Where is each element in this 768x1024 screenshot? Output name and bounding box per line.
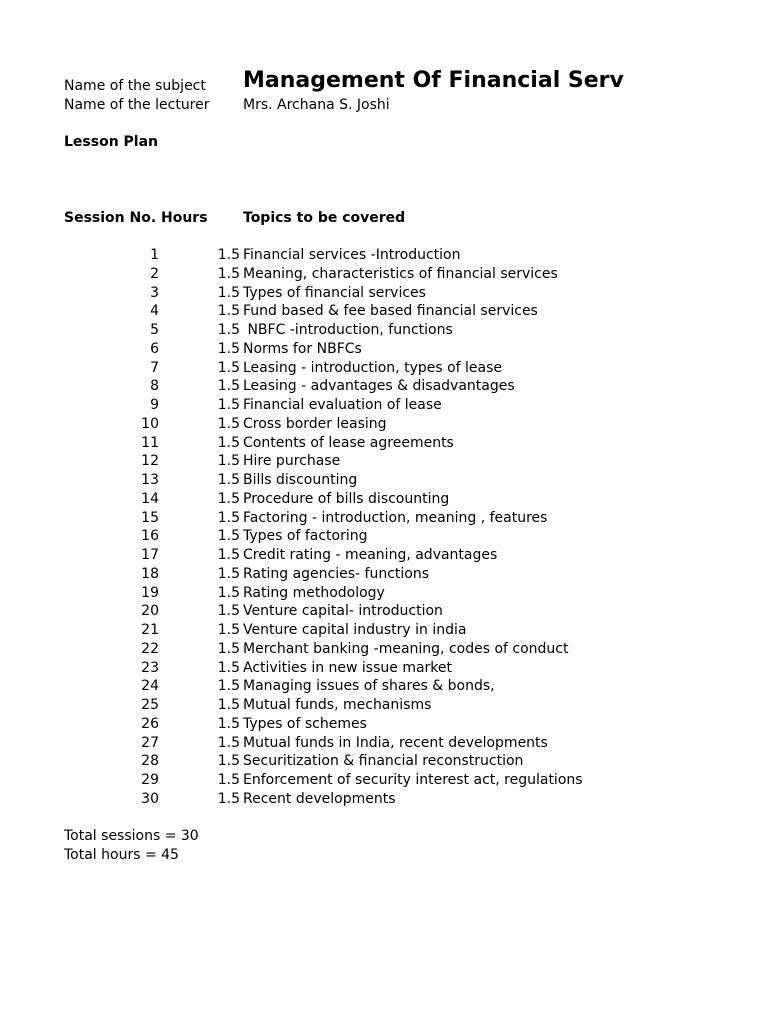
session-hours: 1.5: [217, 565, 240, 582]
session-hours: 1.5: [217, 415, 240, 432]
session-topic: Procedure of bills discounting: [243, 490, 450, 507]
session-number: 4: [150, 303, 159, 320]
session-topic: Mutual funds, mechanisms: [243, 697, 432, 713]
session-topic: Types of financial services: [243, 284, 426, 301]
session-number: 30: [141, 790, 159, 807]
session-hours: 1.5: [217, 397, 240, 413]
table-row: [0, 302, 768, 321]
session-hours: 1.5: [217, 453, 240, 470]
session-topic: Recent developments: [243, 790, 396, 807]
lecturer-label: Name of the lecturer: [64, 97, 210, 113]
session-topic: Mutual funds in India, recent developments: [243, 734, 548, 751]
hours-column-header: Hours: [161, 210, 208, 226]
table-row: [0, 584, 768, 603]
session-number: 25: [141, 697, 159, 713]
topics-column-header: Topics to be covered: [243, 210, 406, 226]
session-number: 22: [141, 640, 159, 657]
session-hours: 1.5: [217, 678, 240, 695]
session-topic: Leasing - introduction, types of lease: [243, 359, 503, 376]
session-column-header: Session No.: [64, 210, 157, 226]
session-topic: Financial services -Introduction: [243, 247, 461, 263]
session-topic: Types of schemes: [243, 715, 367, 732]
total-hours: Total hours = 45: [64, 847, 179, 863]
table-row: [0, 621, 768, 640]
session-hours: 1.5: [217, 603, 240, 620]
session-topic: Managing issues of shares & bonds,: [243, 678, 495, 695]
session-number: 20: [141, 603, 159, 620]
table-row: [0, 396, 768, 415]
session-hours: 1.5: [217, 509, 240, 526]
table-row: [0, 509, 768, 528]
lesson-plan-heading: Lesson Plan: [64, 134, 159, 150]
session-topic: Hire purchase: [243, 453, 341, 470]
session-number: 13: [141, 472, 159, 488]
table-row: [0, 565, 768, 584]
session-topic: Bills discounting: [243, 472, 358, 488]
session-number: 7: [150, 359, 159, 376]
session-hours: 1.5: [217, 265, 240, 282]
table-row: [0, 771, 768, 790]
table-row: [0, 490, 768, 509]
session-number: 14: [141, 490, 159, 507]
table-row: [0, 452, 768, 471]
session-number: 16: [141, 528, 159, 545]
session-number: 12: [141, 453, 159, 470]
session-number: 3: [150, 284, 159, 301]
session-topic: Rating agencies- functions: [243, 565, 430, 582]
session-number: 23: [141, 659, 159, 676]
session-hours: 1.5: [217, 359, 240, 376]
table-row: [0, 359, 768, 378]
session-number: 10: [141, 415, 159, 432]
session-topic: Securitization & financial reconstruction: [243, 753, 524, 770]
table-row: [0, 471, 768, 490]
table-row: [0, 415, 768, 434]
session-number: 18: [141, 565, 159, 582]
session-number: 27: [141, 734, 159, 751]
session-hours: 1.5: [217, 434, 240, 451]
session-topic: Merchant banking -meaning, codes of conduct: [243, 640, 569, 657]
total-sessions: Total sessions = 30: [64, 828, 199, 844]
session-number: 17: [141, 547, 159, 563]
subject-title: Management Of Financial Serv: [243, 68, 624, 93]
table-row: [0, 659, 768, 678]
session-topic: Norms for NBFCs: [243, 340, 362, 357]
session-hours: 1.5: [217, 715, 240, 732]
session-number: 5: [150, 322, 159, 338]
session-number: 26: [141, 715, 159, 732]
session-topic: Meaning, characteristics of financial services: [243, 265, 558, 282]
session-topic: Factoring - introduction, meaning , features: [243, 509, 548, 526]
session-hours: 1.5: [217, 472, 240, 488]
table-row: [0, 696, 768, 715]
session-hours: 1.5: [217, 622, 240, 638]
session-number: 15: [141, 509, 159, 526]
session-topic: Contents of lease agreements: [243, 434, 454, 451]
session-hours: 1.5: [217, 790, 240, 807]
session-hours: 1.5: [217, 303, 240, 320]
session-number: 6: [150, 340, 159, 357]
session-topic: NBFC -introduction, functions: [243, 322, 453, 338]
session-number: 24: [141, 678, 159, 695]
lesson-plan-table: [0, 246, 768, 809]
session-number: 11: [141, 434, 159, 451]
session-topic: Financial evaluation of lease: [243, 397, 442, 413]
session-hours: 1.5: [217, 584, 240, 601]
table-row: [0, 602, 768, 621]
session-hours: 1.5: [217, 659, 240, 676]
session-hours: 1.5: [217, 284, 240, 301]
session-topic: Fund based & fee based financial services: [243, 303, 538, 320]
session-number: 19: [141, 584, 159, 601]
table-row: [0, 246, 768, 265]
session-topic: Cross border leasing: [243, 415, 387, 432]
session-number: 29: [141, 772, 159, 788]
table-row: [0, 752, 768, 771]
session-hours: 1.5: [217, 734, 240, 751]
session-topic: Venture capital industry in india: [243, 622, 467, 638]
session-number: 2: [150, 265, 159, 282]
session-hours: 1.5: [217, 528, 240, 545]
table-row: [0, 434, 768, 453]
session-number: 28: [141, 753, 159, 770]
session-hours: 1.5: [217, 753, 240, 770]
session-number: 21: [141, 622, 159, 638]
session-hours: 1.5: [217, 340, 240, 357]
session-topic: Activities in new issue market: [243, 659, 453, 676]
session-number: 1: [150, 247, 159, 263]
table-row: [0, 377, 768, 396]
session-hours: 1.5: [217, 640, 240, 657]
session-hours: 1.5: [217, 772, 240, 788]
table-row: [0, 715, 768, 734]
session-hours: 1.5: [217, 322, 240, 338]
session-hours: 1.5: [217, 490, 240, 507]
subject-label: Name of the subject: [64, 78, 206, 94]
session-hours: 1.5: [217, 547, 240, 563]
session-topic: Leasing - advantages & disadvantages: [243, 378, 515, 395]
table-row: [0, 527, 768, 546]
session-hours: 1.5: [217, 247, 240, 263]
session-hours: 1.5: [217, 697, 240, 713]
session-number: 8: [150, 378, 159, 395]
session-hours: 1.5: [217, 378, 240, 395]
session-topic: Rating methodology: [243, 584, 385, 601]
session-topic: Credit rating - meaning, advantages: [243, 547, 498, 563]
session-topic: Venture capital- introduction: [243, 603, 443, 620]
lecturer-name: Mrs. Archana S. Joshi: [243, 97, 390, 113]
table-row: [0, 546, 768, 565]
table-row: [0, 640, 768, 659]
table-row: [0, 340, 768, 359]
table-row: [0, 284, 768, 303]
session-topic: Types of factoring: [243, 528, 368, 545]
table-row: [0, 265, 768, 284]
session-number: 9: [150, 397, 159, 413]
table-row: [0, 321, 768, 340]
table-row: [0, 790, 768, 809]
table-row: [0, 734, 768, 753]
table-row: [0, 677, 768, 696]
session-topic: Enforcement of security interest act, regulations: [243, 772, 583, 788]
